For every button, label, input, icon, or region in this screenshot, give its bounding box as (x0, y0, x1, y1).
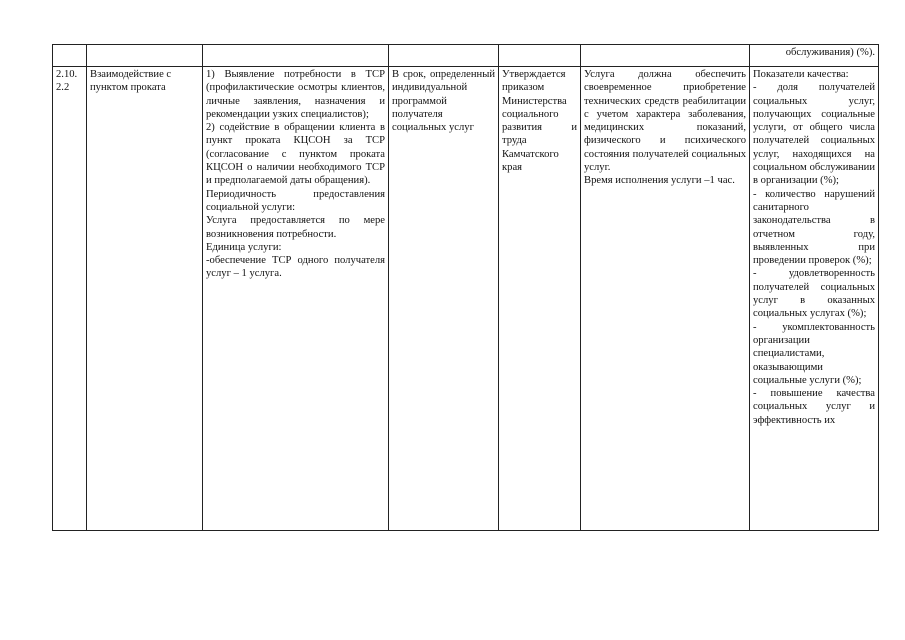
quality-item-efficiency: - повышение качества социальных услуг и эффективность их (753, 388, 875, 426)
cell-conditions-empty (581, 45, 750, 67)
content-step-2: 2) содействие в обращении клиента в пункт проката КЦСОН за ТСР (согласование с пунктом проката КЦСОН о наличии необходимого ТСР и предполагаемой даты обращения). (206, 122, 385, 187)
quality-heading: Показатели качества: (753, 69, 849, 80)
conditions-text: Услуга должна обеспечить своевременное приобретение технических средств реабилитации с учетом характера заболевания, медицинских показаний, физического и психического состояния получателей социальных услуг. (584, 69, 746, 174)
cell-content-empty (203, 45, 389, 67)
quality-tail-text: обслуживания) (%). (785, 47, 875, 58)
cell-service-content (203, 67, 389, 531)
deadline-text: В срок, определенный индивидуальной программой получателя социальных услуг (392, 69, 495, 134)
periodicity-text: Услуга предоставляется по мере возникновения потребности. (206, 215, 385, 240)
periodicity-heading: Периодичность предоставления социальной услуги: (206, 188, 385, 213)
service-standard-table (52, 44, 879, 531)
cell-quality-tail (750, 45, 879, 67)
cell-tariff (499, 67, 581, 531)
quality-item-share: - доля получателей социальных услуг, получающих социальные услуги, от общего числа получателей социальных услуг, находящихся на социальном обслуживании в организации (%); (753, 82, 875, 187)
row-number: 2.10. 2.2 (56, 69, 78, 94)
cell-number (53, 67, 87, 531)
content-step-1: 1) Выявление потребности в ТСР (профилактические осмотры клиентов, личные заявления, назначения и рекомендации узких специалистов); (206, 69, 385, 120)
cell-deadline (389, 67, 499, 531)
quality-item-satisfaction: - удовлетворенность получателей социальных услуг в оказанных социальных услугах (%); (753, 268, 875, 320)
table-row-continuation (53, 45, 879, 67)
cell-service-name (87, 67, 203, 531)
cell-deadline-empty (389, 45, 499, 67)
cell-quality (750, 67, 879, 531)
cell-number-empty (53, 45, 87, 67)
quality-item-staffing: - укомплектованность организации специалистами, оказывающими социальные услуги (%); (753, 321, 875, 386)
service-name: Взаимодействие с пунктом проката (90, 69, 172, 94)
cell-conditions (581, 67, 750, 531)
cell-tariff-empty (499, 45, 581, 67)
unit-text: -обеспечение ТСР одного получателя услуг – 1 услуга. (206, 255, 385, 280)
quality-item-violations: - количество нарушений санитарного законодательства в отчетном году, выявленных при проведении проверок (%); (753, 188, 875, 267)
unit-heading: Единица услуги: (206, 241, 282, 253)
tariff-text: Утверждается приказом Министерства социального развития и труда Камчатского края (502, 69, 577, 174)
execution-time: Время исполнения услуги –1 час. (584, 175, 735, 187)
cell-service-empty (87, 45, 203, 67)
table-row (53, 67, 879, 531)
